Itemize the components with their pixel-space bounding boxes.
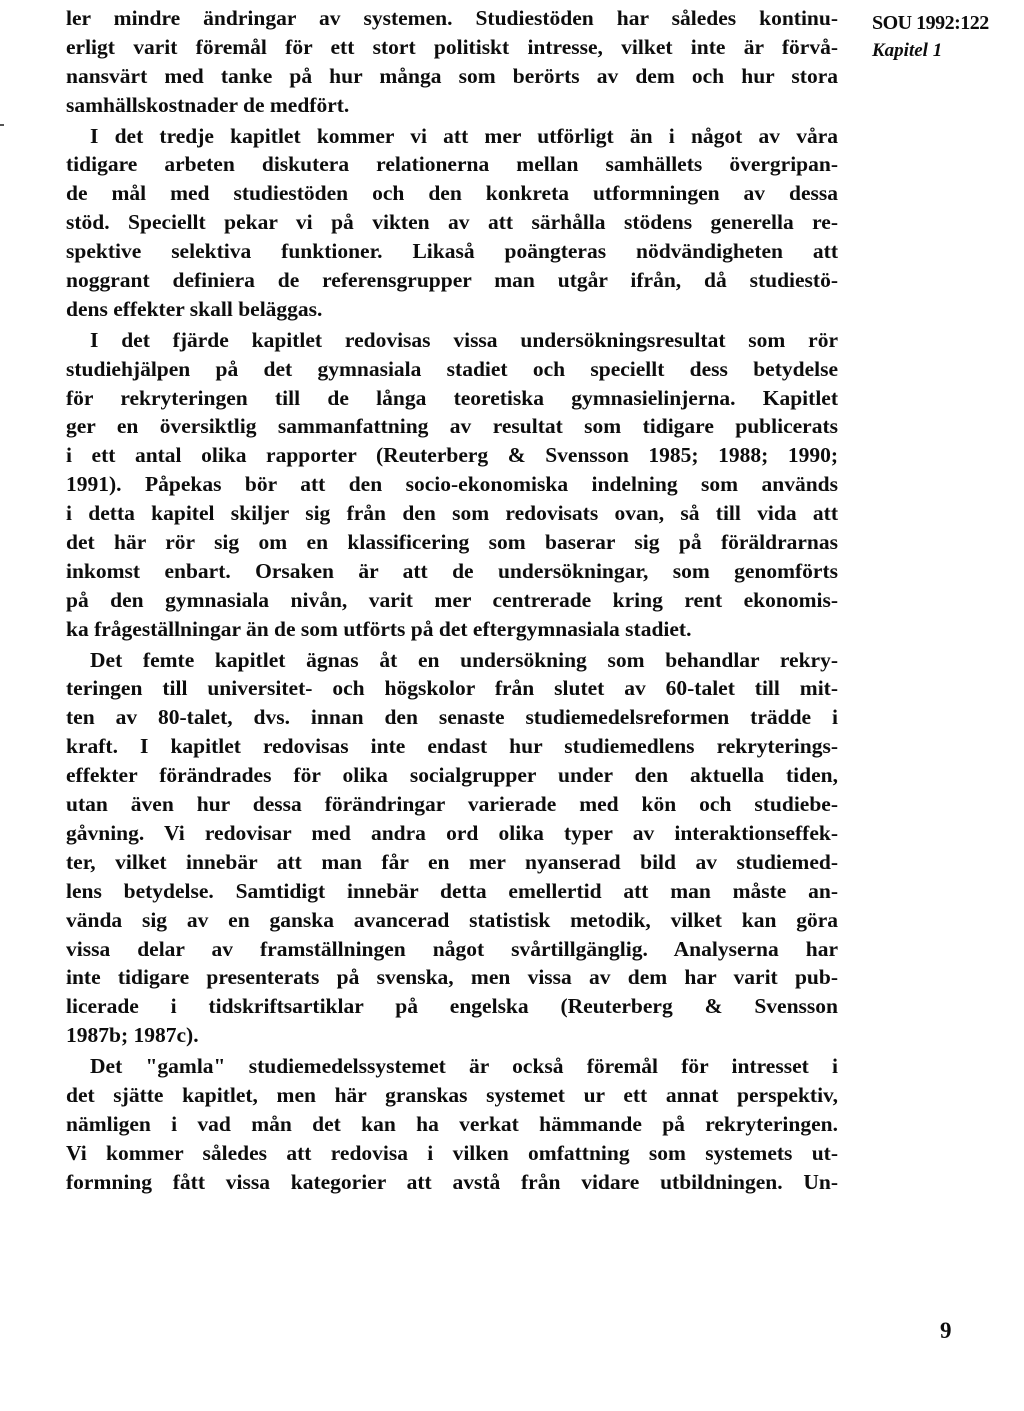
text-line: ter, vilket innebär att man får en mer nyanserad bild av studiemed- [66,849,838,874]
text-line: teringen till universitet- och högskolor från slutet av 60-talet till mit- [66,676,838,701]
text-line: licerade i tidskriftsartiklar på engelska (Reuterberg & Svensson [66,994,838,1019]
paragraph [66,1052,838,1196]
text-line: nämligen i vad mån det kan ha verkat hämmande på rekryteringen. [66,1111,838,1136]
text-line: vända sig av en ganska avancerad statistisk metodik, vilket kan göra [66,907,838,932]
text-line: det sjätte kapitlet, men här granskas systemet ur ett annat perspektiv, [66,1082,838,1107]
text-line: det här rör sig om en klassificering som baserar sig på föräldrarnas [66,530,838,555]
text-line: ler mindre ändringar av systemen. Studiestöden har således kontinu- [66,6,838,30]
text-line: vissa delar av framställningen något svårtillgänglig. Analyserna har [66,936,838,961]
paragraph [66,326,838,644]
text-line: inkomst enbart. Orsaken är att de undersökningar, som genomförts [66,558,838,583]
text-line: gåvning. Vi redovisar med andra ord olika typer av interaktionseffek- [66,820,838,845]
text-line: samhällskostnader de medfört. [66,92,350,117]
text-line: ten av 80-talet, dvs. innan den senaste studiemedelsreformen trädde i [66,705,838,730]
text-line: för rekryteringen till de långa teoretiska gymnasielinjerna. Kapitlet [66,385,838,410]
document-reference: SOU 1992:122 [872,12,989,34]
text-line: noggrant definiera de referensgrupper man utgår ifrån, då studiestö- [66,268,838,293]
text-line: 1991). Påpekas bör att den socio-ekonomiska indelning som används [66,472,838,497]
chapter-label: Kapitel 1 [872,40,943,61]
text-line: Vi kommer således att redovisa i vilken omfattning som systemets ut- [66,1140,838,1165]
text-line: studiehjälpen på det gymnasiala stadiet och speciellt dess betydelse [66,356,838,381]
text-line: dens effekter skall beläggas. [66,296,323,321]
text-line: tidigare arbeten diskutera relationerna mellan samhällets övergripan- [66,152,838,177]
paragraph [66,122,838,324]
text-line: inte tidigare presenterats på svenska, men vissa av dem har varit pub- [66,965,838,990]
text-line: effekter förändrades för olika socialgrupper under den aktuella tiden, [66,763,838,788]
text-line: formning fått vissa kategorier att avstå från vidare utbildningen. Un- [66,1169,838,1194]
text-line: ger en översiktlig sammanfattning av resultat som tidigare publicerats [66,414,838,439]
text-line: utan även hur dessa förändringar varierade med kön och studiebe- [66,792,838,817]
text-line: 1987b; 1987c). [66,1023,199,1048]
margin-header [872,8,1022,64]
text-line: lens betydelse. Samtidigt innebär detta emellertid att man måste an- [66,878,838,903]
text-line: spektive selektiva funktioner. Likaså poängteras nödvändigheten att [66,239,838,264]
text-line: I det fjärde kapitlet redovisas vissa undersökningsresultat som rör [90,327,838,352]
page-number: 9 [940,1318,952,1343]
text-line: i ett antal olika rapporter (Reuterberg & Svensson 1985; 1988; 1990; [66,443,838,468]
text-line: kraft. I kapitlet redovisas inte endast hur studiemedlens rekryterings- [66,734,838,759]
scan-mark [0,124,4,126]
text-line: nansvärt med tanke på hur många som berörts av dem och hur stora [66,63,838,88]
text-line: de mål med studiestöden och den konkreta utformningen av dessa [66,181,838,206]
text-line: I det tredje kapitlet kommer vi att mer utförligt än i något av våra [90,123,838,148]
body-text [66,4,838,1197]
text-line: Det "gamla" studiemedelssystemet är också föremål för intresset i [90,1054,838,1079]
text-line: stöd. Speciellt pekar vi på vikten av att särhålla stödens generella re- [66,210,838,235]
text-line: ka frågeställningar än de som utförts på det eftergymnasiala stadiet. [66,616,692,641]
text-line: Det femte kapitlet ägnas åt en undersökning som behandlar rekry- [90,647,838,672]
text-line: på den gymnasiala nivån, varit mer centrerade kring rent ekonomis- [66,587,838,612]
text-line: i detta kapitel skiljer sig från den som redovisats ovan, så till vida att [66,501,838,526]
paragraph [66,4,838,120]
paragraph [66,646,838,1050]
text-line: erligt varit föremål för ett stort politiskt intresse, vilket inte är förvå- [66,34,838,59]
